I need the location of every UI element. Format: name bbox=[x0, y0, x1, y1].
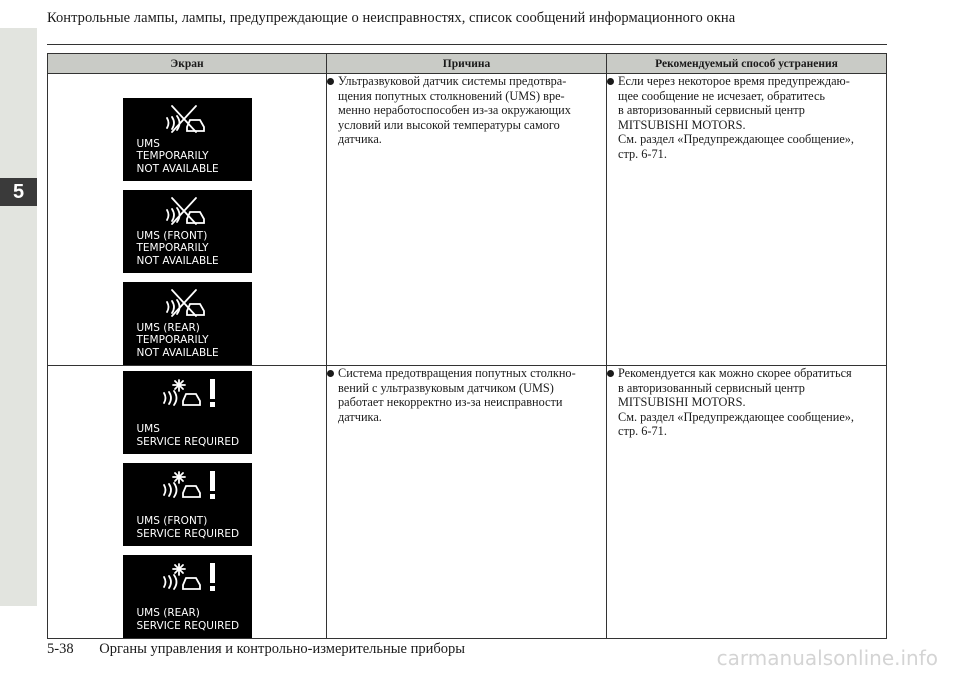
screen-text-line: UMS (REAR) bbox=[136, 607, 200, 619]
page-number: 5-38 bbox=[47, 641, 74, 657]
bullet-dot-icon bbox=[327, 370, 334, 377]
remedy-line: Рекомендуется как можно скорее обратиться bbox=[618, 366, 852, 380]
screen-text-line: TEMPORARILY bbox=[136, 242, 209, 254]
remedy-line: MITSUBISHI MOTORS. bbox=[618, 395, 746, 410]
screen-text-line: UMS bbox=[136, 423, 160, 435]
bullet-dot-icon bbox=[327, 78, 334, 85]
cause-bullet bbox=[327, 366, 606, 424]
ums-sensor-crossed-icon bbox=[163, 195, 209, 227]
bullet-dot-icon bbox=[607, 78, 614, 85]
remedy-line: в авторизованный сервисный центр bbox=[618, 380, 805, 395]
table-row bbox=[48, 74, 887, 366]
cause-cell bbox=[327, 74, 607, 366]
ums-display-screen bbox=[123, 555, 252, 638]
screen-cell bbox=[48, 366, 327, 639]
cause-line: работает некорректно из-за неисправности bbox=[338, 395, 563, 410]
screen-text-line: UMS (FRONT) bbox=[136, 515, 208, 527]
cause-line: условий или высокой температуры самого bbox=[338, 117, 560, 132]
remedy-line: в авторизованный сервисный центр bbox=[618, 103, 805, 118]
cause-line: менно неработоспособен из-за окружающих bbox=[338, 103, 571, 118]
messages-table bbox=[47, 53, 887, 639]
remedy-line: См. раздел «Предупреждающее сообщение», bbox=[618, 132, 855, 147]
ums-sensor-warning-icon bbox=[161, 469, 221, 501]
ums-display-screen bbox=[123, 282, 252, 365]
screen-text-line: UMS (FRONT) bbox=[136, 229, 208, 242]
remedy-bullet bbox=[607, 366, 886, 439]
ums-display-screen bbox=[123, 190, 252, 273]
screen-text-line: NOT AVAILABLE bbox=[136, 346, 219, 359]
column-header-screen: Экран bbox=[48, 54, 327, 74]
remedy-line: стр. 6-71. bbox=[618, 424, 667, 439]
remedy-line: См. раздел «Предупреждающее сообщение», bbox=[618, 409, 855, 424]
cause-cell bbox=[327, 366, 607, 639]
screen-text-line: TEMPORARILY bbox=[136, 334, 209, 346]
screen-text-line: SERVICE REQUIRED bbox=[136, 527, 240, 540]
ums-display-screen bbox=[123, 463, 252, 546]
screen-text-line: SERVICE REQUIRED bbox=[136, 619, 240, 632]
footer-section-title: Органы управления и контрольно-измерительные приборы bbox=[99, 641, 465, 657]
cause-line: датчика. bbox=[338, 132, 382, 147]
cause-bullet bbox=[327, 74, 606, 147]
screen-cell bbox=[48, 74, 327, 366]
cause-line: Ультразвуковой датчик системы предотвра- bbox=[338, 74, 567, 88]
header-divider bbox=[47, 44, 887, 45]
ums-sensor-warning-icon bbox=[161, 561, 221, 593]
cause-line: датчика. bbox=[338, 409, 382, 424]
chapter-number-badge: 5 bbox=[0, 178, 37, 206]
remedy-cell bbox=[607, 74, 887, 366]
screen-text-line: NOT AVAILABLE bbox=[136, 162, 219, 175]
screen-text-line: UMS bbox=[136, 137, 160, 150]
table-row bbox=[48, 366, 887, 639]
page-header-title: Контрольные лампы, лампы, предупреждающие о неисправностях, список сообщений информационного окна bbox=[47, 10, 736, 26]
remedy-cell bbox=[607, 366, 887, 639]
ums-display-screen bbox=[123, 371, 252, 454]
column-header-cause: Причина bbox=[327, 54, 607, 74]
ums-sensor-warning-icon bbox=[161, 377, 221, 409]
chapter-side-tab bbox=[0, 28, 37, 606]
remedy-line: щее сообщение не исчезает, обратитесь bbox=[618, 88, 826, 103]
table-header-row bbox=[48, 54, 887, 74]
ums-display-screen bbox=[123, 98, 252, 181]
column-header-remedy: Рекомендуемый способ устранения bbox=[607, 54, 887, 74]
screen-text-line: TEMPORARILY bbox=[136, 150, 209, 162]
screen-text-line: NOT AVAILABLE bbox=[136, 254, 219, 267]
remedy-line: MITSUBISHI MOTORS. bbox=[618, 117, 746, 132]
bullet-dot-icon bbox=[607, 370, 614, 377]
screen-text-line: SERVICE REQUIRED bbox=[136, 435, 240, 448]
remedy-line: стр. 6-71. bbox=[618, 146, 667, 161]
page-footer bbox=[47, 641, 465, 658]
screen-text-line: UMS (REAR) bbox=[136, 321, 200, 334]
cause-line: вений с ультразвуковым датчиком (UMS) bbox=[338, 380, 554, 395]
watermark: carmanualsonline.info bbox=[716, 646, 938, 670]
cause-line: Система предотвращения попутных столкно- bbox=[338, 366, 576, 380]
remedy-bullet bbox=[607, 74, 886, 162]
ums-sensor-crossed-icon bbox=[163, 103, 209, 135]
remedy-line: Если через некоторое время предупреждаю- bbox=[618, 74, 850, 88]
cause-line: щения попутных столкновений (UMS) вре- bbox=[338, 88, 565, 103]
ums-sensor-crossed-icon bbox=[163, 287, 209, 319]
